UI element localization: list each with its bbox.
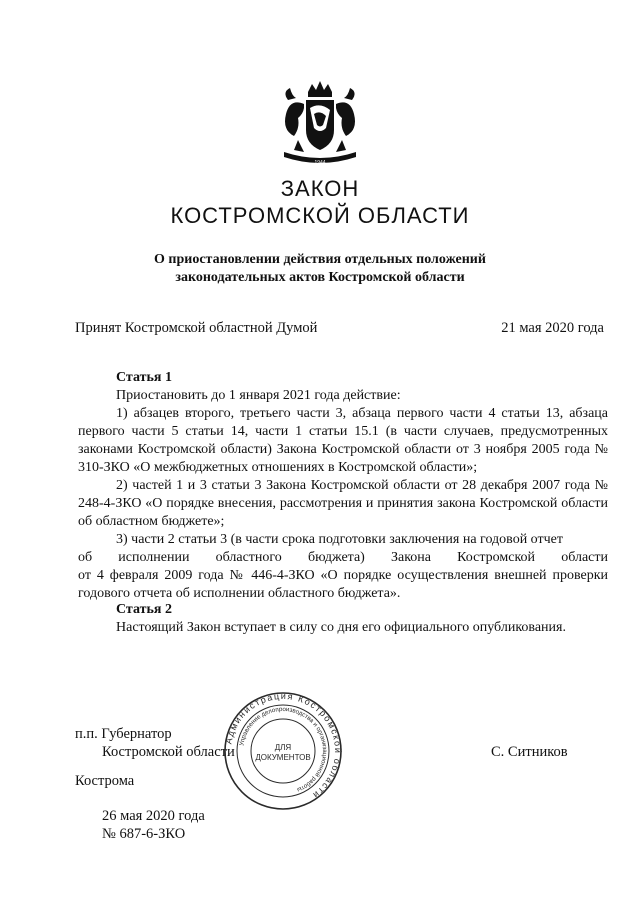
adoption-date: 21 мая 2020 года (501, 320, 604, 336)
article-1-title: Статья 1 (116, 370, 172, 385)
signatory-region: Костромской области (102, 744, 235, 760)
signing-date: 26 мая 2020 года (102, 808, 205, 824)
law-title: ЗАКОН (280, 176, 360, 201)
kostroma-coat-of-arms-icon (270, 78, 370, 168)
law-region-title: КОСТРОМСКОЙ ОБЛАСТИ (170, 203, 470, 228)
article-1-item-1: 1) абзацев второго, третьего части 3, абзаца первого части 4 статьи 13, абзаца первого части 5 статьи 14, части 1 статьи 15.1 (в части случаев, предусмотренных законами Костромской области) Закона Костромской области от 3 ноября 2005 года № 310-ЗКО «О межбюджетных отношениях в Костромской области»; (78, 406, 608, 475)
stamp-inner-text: Управление делопроизводства и организационной работы (238, 705, 329, 794)
law-number: № 687-6-ЗКО (102, 826, 186, 842)
article-2-text: Настоящий Закон вступает в силу со дня его официального опубликования. (116, 620, 566, 635)
article-1-item-3-line-2: об исполнении областного бюджета) Закона Костромской области (78, 550, 608, 565)
stamp-center-line-2: ДОКУМЕНТОВ (255, 753, 311, 762)
adopted-by: Принят Костромской областной Думой (75, 320, 318, 336)
signing-city: Кострома (75, 773, 135, 789)
article-2-title: Статья 2 (116, 602, 172, 617)
law-subject-line-1: О приостановлении действия отдельных положений (154, 252, 486, 267)
article-2 (78, 601, 608, 637)
article-1-item-3-rest: от 4 февраля 2009 года № 446-4-ЗКО «О порядке осуществления внешней проверки годового отчета об исполнении областного бюджета». (78, 568, 608, 601)
signatory-role: п.п. Губернатор (75, 726, 172, 742)
emblem-motto: 1944 (314, 160, 326, 166)
stamp-outer-text: Администрация Костромской области (223, 690, 344, 802)
official-stamp (222, 690, 344, 812)
article-1 (78, 369, 608, 603)
law-subject-line-2: законодательных актов Костромской области (175, 270, 465, 285)
article-1-item-3-line-1: 3) части 2 статьи 3 (в части срока подготовки заключения на годовой отчет (116, 532, 563, 547)
signatory-name: С. Ситников (491, 744, 568, 760)
article-1-item-2: 2) частей 1 и 3 статьи 3 Закона Костромской области от 28 декабря 2007 года № 248-4-ЗКО «О порядке внесения, рассмотрения и принятия закона Костромской области об областном бюджете»; (78, 478, 608, 529)
stamp-center-line-1: ДЛЯ (274, 743, 292, 752)
article-1-intro: Приостановить до 1 января 2021 года действие: (116, 388, 401, 403)
